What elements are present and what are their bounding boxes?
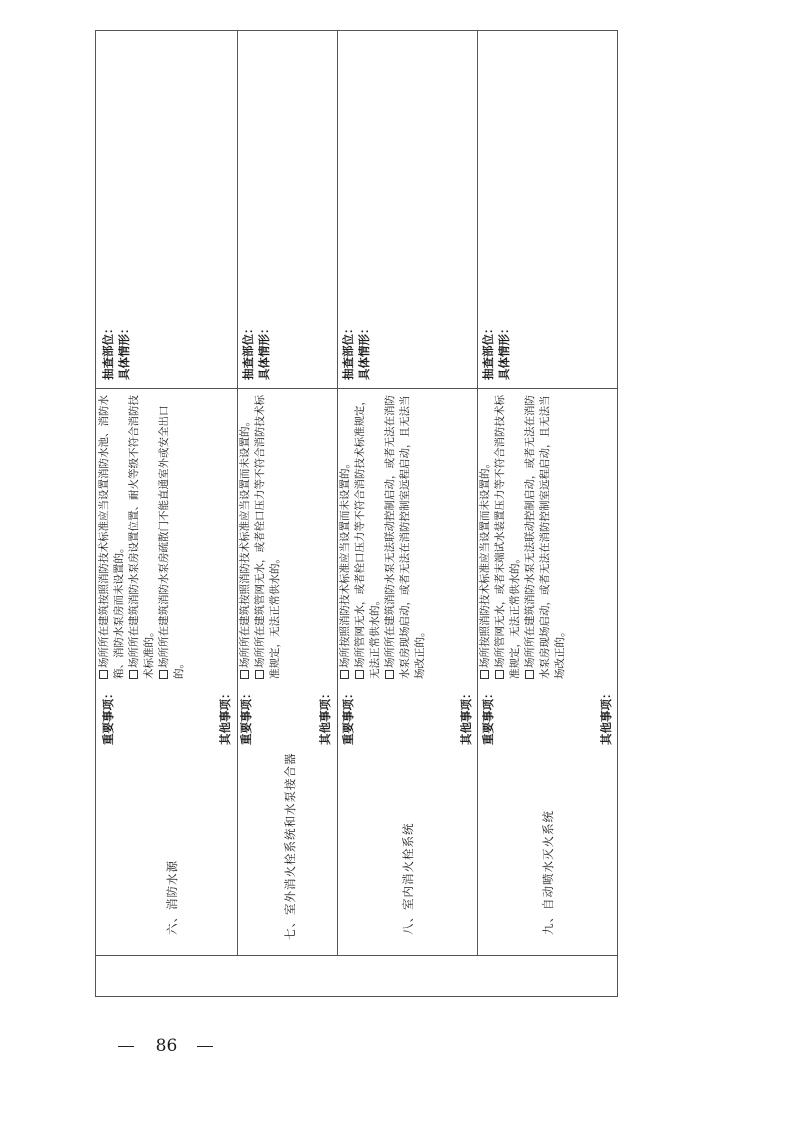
detail-label: 具体情形： bbox=[117, 322, 131, 380]
list-item: 场所管网无水，或者末端试水装置压力等不符合消防技术标准规定，无法正常供水的。 bbox=[494, 395, 521, 679]
row-divider bbox=[96, 955, 617, 956]
dept-label: 抽查部位： bbox=[481, 322, 495, 380]
checkbox-icon[interactable] bbox=[480, 670, 489, 679]
key-items-label: 重要事项： bbox=[101, 687, 115, 745]
detail-label: 具体情形： bbox=[257, 322, 271, 380]
checkbox-icon[interactable] bbox=[340, 670, 349, 679]
key-items-label: 重要事项： bbox=[239, 687, 253, 745]
row-name: 九、自动喷水灭火系统 bbox=[541, 810, 555, 935]
detail-label: 具体情形： bbox=[497, 322, 511, 380]
key-items-list bbox=[338, 389, 428, 679]
list-item: 场所所在建筑消防水泵房设置位置、耐火等级不符合消防技术标准的。 bbox=[128, 395, 155, 679]
other-items-label: 其他事项： bbox=[318, 687, 332, 745]
list-item: 场所所在建筑按照消防技术标准应当设置而未设置的。 bbox=[238, 389, 253, 679]
checkbox-icon[interactable] bbox=[159, 670, 168, 679]
row-name: 八、室内消火栓系统 bbox=[401, 822, 415, 935]
key-items-label: 重要事项： bbox=[341, 687, 355, 745]
dept-label: 抽查部位： bbox=[241, 322, 255, 380]
detail-label: 具体情形： bbox=[357, 322, 371, 380]
checkbox-icon[interactable] bbox=[385, 670, 394, 679]
other-items-label: 其他事项： bbox=[459, 687, 473, 745]
key-items-list bbox=[238, 389, 283, 679]
other-items-label: 其他事项： bbox=[218, 687, 232, 745]
list-item: 场所所在建筑消防水泵房疏散门不能直通室外或安全出口的。 bbox=[158, 405, 185, 679]
checkbox-icon[interactable] bbox=[355, 670, 364, 679]
dept-label: 抽查部位： bbox=[101, 322, 115, 380]
dept-label: 抽查部位： bbox=[341, 322, 355, 380]
list-item: 场所所在建筑消防水泵无法联动控制启动，或者无法在消防水泵房现场启动，或者无法在消防控制室远程启动，且无法当场改正的。 bbox=[524, 395, 566, 679]
list-item: 场所按照消防技术标准应当设置而未设置的。 bbox=[338, 389, 353, 679]
checkbox-icon[interactable] bbox=[495, 670, 504, 679]
row-name: 六、消防水源 bbox=[165, 860, 179, 935]
list-item: 场所管网无水，或者栓口压力等不符合消防技术标准规定，无法正常供水的。 bbox=[354, 395, 381, 679]
key-items-label: 重要事项： bbox=[481, 687, 495, 745]
row-name: 七、室外消火栓系统和水泵接合器 bbox=[283, 752, 297, 940]
checkbox-icon[interactable] bbox=[99, 670, 108, 679]
other-items-label: 其他事项： bbox=[599, 687, 613, 745]
key-items-list bbox=[97, 389, 187, 679]
list-item: 场所所在建筑按照消防技术标准应当设置消防水池、消防水箱、消防水泵房而未设置的。 bbox=[98, 395, 125, 679]
checkbox-icon[interactable] bbox=[255, 670, 264, 679]
checkbox-icon[interactable] bbox=[525, 670, 534, 679]
page-number bbox=[118, 1035, 213, 1057]
list-item: 场所所在建筑管网无水，或者栓口压力等不符合消防技术标准规定，无法正常供水的。 bbox=[254, 395, 281, 679]
dash-decoration bbox=[118, 1046, 134, 1047]
checkbox-icon[interactable] bbox=[240, 670, 249, 679]
dash-decoration bbox=[197, 1046, 213, 1047]
list-item: 场所所在建筑消防水泵无法联动控制启动，或者无法在消防水泵房现场启动，或者无法在消防控制室远程启动，且无法当场改正的。 bbox=[384, 395, 426, 679]
list-item: 场所按照消防技术标准应当设置而未设置的。 bbox=[478, 389, 493, 679]
page-number-value: 86 bbox=[155, 1036, 178, 1056]
key-items-list bbox=[478, 389, 568, 679]
checkbox-icon[interactable] bbox=[129, 670, 138, 679]
